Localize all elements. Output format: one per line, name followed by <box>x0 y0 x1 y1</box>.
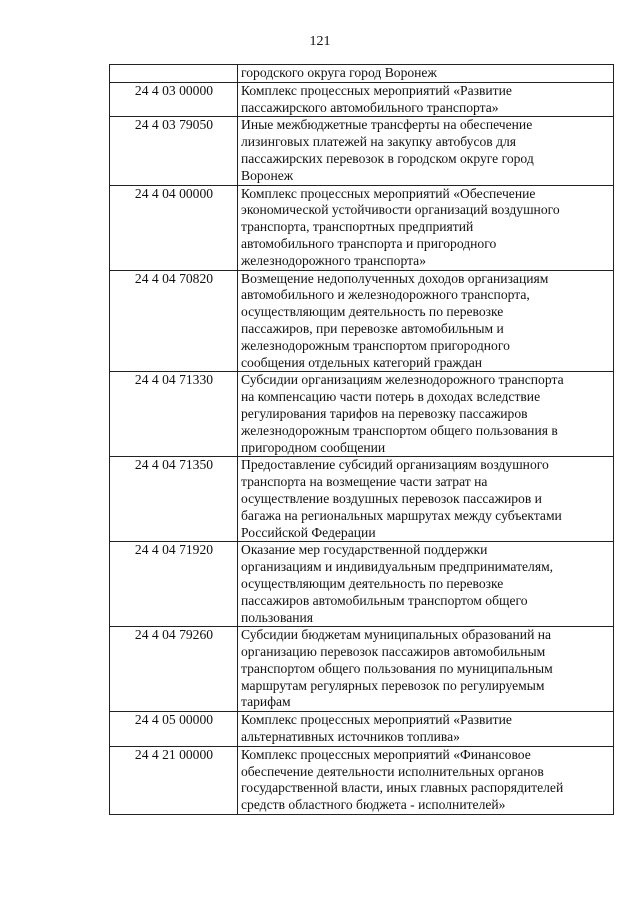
table-row <box>110 712 614 747</box>
table-row <box>110 746 614 814</box>
description-line: Предоставление субсидий организациям воздушного <box>241 457 549 473</box>
row-code: 24 4 04 00000 <box>110 185 238 270</box>
description-line: Возмещение недополученных доходов организациям <box>241 270 549 286</box>
description-line: осуществляющим деятельность по перевозке <box>241 304 504 320</box>
row-description <box>238 82 614 117</box>
description-line: багажа на региональных маршрутах между субъектами <box>241 507 562 523</box>
table-row <box>110 82 614 117</box>
table-row <box>110 457 614 542</box>
row-code: 24 4 21 00000 <box>110 746 238 814</box>
row-description <box>238 627 614 712</box>
description-line: пользования <box>241 609 314 625</box>
description-line: железнодорожного транспорта» <box>241 252 427 268</box>
table-row <box>110 542 614 627</box>
description-line: маршрутам регулярных перевозок по регулируемым <box>241 677 545 693</box>
row-code: 24 4 04 70820 <box>110 270 238 372</box>
row-code: 24 4 04 79260 <box>110 627 238 712</box>
description-line: осуществляющим деятельность по перевозке <box>241 575 504 591</box>
description-line: Оказание мер государственной поддержки <box>241 542 488 558</box>
description-line: пассажиров, при перевозке автомобильным и <box>241 320 504 336</box>
row-description <box>238 185 614 270</box>
description-line: транспортом общего пользования по муниципальным <box>241 660 553 676</box>
description-line: сообщения отдельных категорий граждан <box>241 354 483 370</box>
row-description <box>238 372 614 457</box>
description-line: городского округа город Воронеж <box>241 65 437 80</box>
description-line: Комплекс процессных мероприятий «Развитие <box>241 712 512 728</box>
row-description <box>238 712 614 747</box>
description-line: государственной власти, иных главных распорядителей <box>241 780 564 796</box>
description-line: Российской Федерации <box>241 524 376 540</box>
description-line: пассажиров автомобильным транспортом общего <box>241 592 528 608</box>
table-row <box>110 627 614 712</box>
description-line: Субсидии бюджетам муниципальных образований на <box>241 627 552 643</box>
description-line: средств областного бюджета - исполнителей» <box>241 797 506 813</box>
table-row <box>110 117 614 185</box>
description-line: обеспечение деятельности исполнительных органов <box>241 763 544 779</box>
description-line: экономической устойчивости организаций воздушного <box>241 202 560 218</box>
table-body <box>110 65 614 815</box>
row-description <box>238 65 614 83</box>
table-row <box>110 372 614 457</box>
row-description <box>238 270 614 372</box>
description-line: тарифам <box>241 694 291 710</box>
table-row <box>110 185 614 270</box>
description-line: автомобильного и железнодорожного транспорта, <box>241 287 530 303</box>
description-line: регулирования тарифов на перевозку пассажиров <box>241 405 528 421</box>
row-code: 24 4 05 00000 <box>110 712 238 747</box>
description-line: на компенсацию части потерь в доходах вследствие <box>241 389 541 405</box>
description-line: организацию перевозок пассажиров автомобильным <box>241 644 546 660</box>
row-description <box>238 117 614 185</box>
description-line: железнодорожным транспортом общего пользования в <box>241 422 558 438</box>
table-row <box>110 270 614 372</box>
budget-classification-table <box>109 64 614 815</box>
row-code <box>110 65 238 83</box>
description-line: альтернативных источников топлива» <box>241 729 460 745</box>
description-line: транспорта на возмещение части затрат на <box>241 474 488 490</box>
description-line: автомобильного транспорта и пригородного <box>241 235 497 251</box>
description-line: Иные межбюджетные трансферты на обеспечение <box>241 117 533 133</box>
description-line: лизинговых платежей на закупку автобусов для <box>241 134 517 150</box>
row-code: 24 4 04 71920 <box>110 542 238 627</box>
row-code: 24 4 04 71350 <box>110 457 238 542</box>
row-description <box>238 542 614 627</box>
description-line: Воронеж <box>241 167 294 183</box>
description-line: железнодорожным транспортом пригородного <box>241 337 510 353</box>
row-description <box>238 746 614 814</box>
description-line: пассажирского автомобильного транспорта» <box>241 99 499 115</box>
description-line: транспорта, транспортных предприятий <box>241 219 474 235</box>
description-line: осуществление воздушных перевозок пассажиров и <box>241 490 542 506</box>
row-code: 24 4 04 71330 <box>110 372 238 457</box>
description-line: Комплекс процессных мероприятий «Развитие <box>241 82 512 98</box>
description-line: организациям и индивидуальным предпринимателям, <box>241 559 554 575</box>
description-line: Комплекс процессных мероприятий «Обеспечение <box>241 185 536 201</box>
row-description <box>238 457 614 542</box>
description-line: пригородном сообщении <box>241 439 386 455</box>
description-line: пассажирских перевозок в городском округе город <box>241 150 534 166</box>
row-code: 24 4 03 00000 <box>110 82 238 117</box>
table-row <box>110 65 614 83</box>
description-line: Комплекс процессных мероприятий «Финансовое <box>241 746 531 762</box>
row-code: 24 4 03 79050 <box>110 117 238 185</box>
page-number: 121 <box>309 34 331 49</box>
description-line: Субсидии организациям железнодорожного транспорта <box>241 372 564 388</box>
